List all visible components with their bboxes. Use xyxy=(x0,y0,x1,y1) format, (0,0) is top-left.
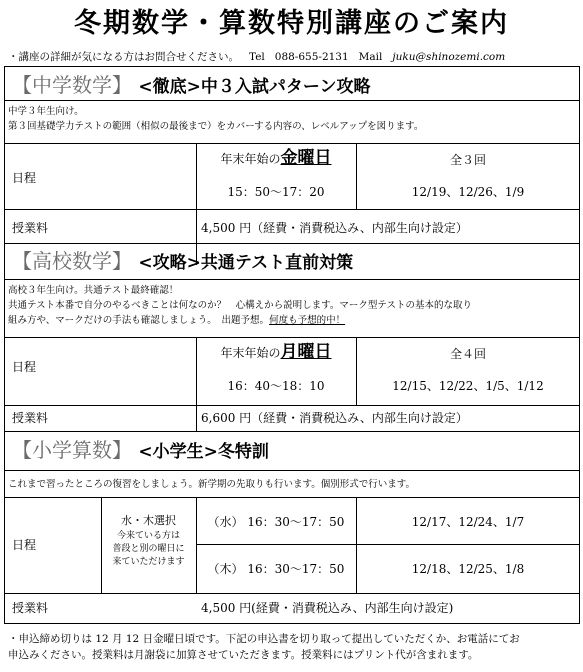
choice-title: 水・木選択 xyxy=(121,514,176,527)
section-header-high xyxy=(12,248,353,276)
desc-line: 高校３年生向け。共通テスト最終確認！ xyxy=(8,285,179,296)
choice-note-line: 今来ている方は xyxy=(116,531,180,541)
desc-line xyxy=(8,313,472,328)
fee-amount: 4,500 円（経費・消費税込み、内部生向け設定） xyxy=(201,221,468,235)
day-prefix: 年末年始の xyxy=(220,346,281,360)
section-bracket: 【中学数学】 xyxy=(12,73,132,97)
day-label xyxy=(196,150,356,167)
wednesday-time: （水） 16：30〜17：50 xyxy=(207,515,345,529)
time-range: 16：40〜18：10 xyxy=(227,379,325,393)
section-desc xyxy=(8,477,415,492)
day-name: 金曜日 xyxy=(280,148,332,168)
fee-amount: 6,600 円（経費・消費税込み、内部生向け設定） xyxy=(201,411,468,425)
choice-note-line: 来ていただけます xyxy=(112,557,185,567)
thursday-dates: 12/18、12/25、1/8 xyxy=(411,562,525,576)
schedule-label: 日程 xyxy=(12,538,37,552)
choice-note xyxy=(101,530,196,569)
fee-label: 授業料 xyxy=(12,601,49,615)
mail-label: Mail xyxy=(358,51,383,63)
desc-text: 組み方や、マークだけの手法も確認しましょう。 出題予想。 xyxy=(8,315,270,326)
fee-label: 授業料 xyxy=(12,411,49,425)
session-dates: 12/19、12/26、1/9 xyxy=(411,185,525,199)
choice-note-line: 普段と別の曜日に xyxy=(112,544,185,554)
desc-line: 第３回基礎学力テストの範囲（相似の最後まで）をカバーする内容の、レベルアップを図ります。 xyxy=(8,121,424,132)
section-subtitle: <徹底>中３入試パターン攻略 xyxy=(138,77,371,97)
footer-note xyxy=(8,631,576,663)
time-range: 15：50〜17：20 xyxy=(227,185,325,199)
fee-label: 授業料 xyxy=(12,221,49,235)
page-title: 冬期数学・算数特別講座のご案内 xyxy=(74,8,509,39)
mail-address[interactable]: juku@shinozemi.com xyxy=(392,51,506,63)
session-count: 全３回 xyxy=(449,153,486,167)
desc-line: 共通テスト本番で自分のやるべきことは何なのか？ 心構えから説明します。マーク型テストの基本的な取り xyxy=(8,300,472,311)
section-desc xyxy=(8,104,423,134)
footer-line: 申込みください。授業料は月謝袋に加算させていただきます。授業料にはプリント代が含まれます。 xyxy=(8,649,479,661)
thursday-time: （木） 16：30〜17：50 xyxy=(207,562,345,576)
day-prefix: 年末年始の xyxy=(220,152,281,166)
contact-note: ・講座の詳細が気になる方はお問合せください。 xyxy=(8,51,239,63)
section-desc xyxy=(8,283,472,328)
section-bracket: 【小学算数】 xyxy=(12,438,132,462)
desc-highlight: 何度も予想的中！ xyxy=(269,315,346,326)
section-subtitle: <攻略>共通テスト直前対策 xyxy=(138,253,354,273)
tel-number[interactable]: 088-655-2131 xyxy=(274,51,349,63)
section-subtitle: <小学生>冬特訓 xyxy=(138,442,269,462)
section-header-elementary xyxy=(12,437,269,465)
schedule-label: 日程 xyxy=(12,360,37,374)
section-bracket: 【高校数学】 xyxy=(12,249,132,273)
desc-line: これまで習ったところの復習をしましょう。新学期の先取りも行います。個別形式で行います。 xyxy=(8,479,415,490)
footer-line: ・申込締め切りは 12 月 12 日金曜日頃です。下記の申込書を切り取って提出していただくか、お電話にてお xyxy=(8,633,520,645)
day-name: 月曜日 xyxy=(280,342,332,362)
wednesday-dates: 12/17、12/24、1/7 xyxy=(411,515,525,529)
day-label xyxy=(196,344,356,361)
tel-label: Tel xyxy=(249,51,265,63)
session-count: 全４回 xyxy=(449,347,486,361)
section-header-junior xyxy=(12,72,371,100)
contact-line xyxy=(8,50,578,64)
desc-line: 中学３年生向け。 xyxy=(8,106,84,117)
session-dates: 12/15、12/22、1/5、1/12 xyxy=(392,379,544,393)
fee-amount: 4,500 円(経費・消費税込み、内部生向け設定) xyxy=(201,601,454,615)
schedule-label: 日程 xyxy=(12,171,37,185)
